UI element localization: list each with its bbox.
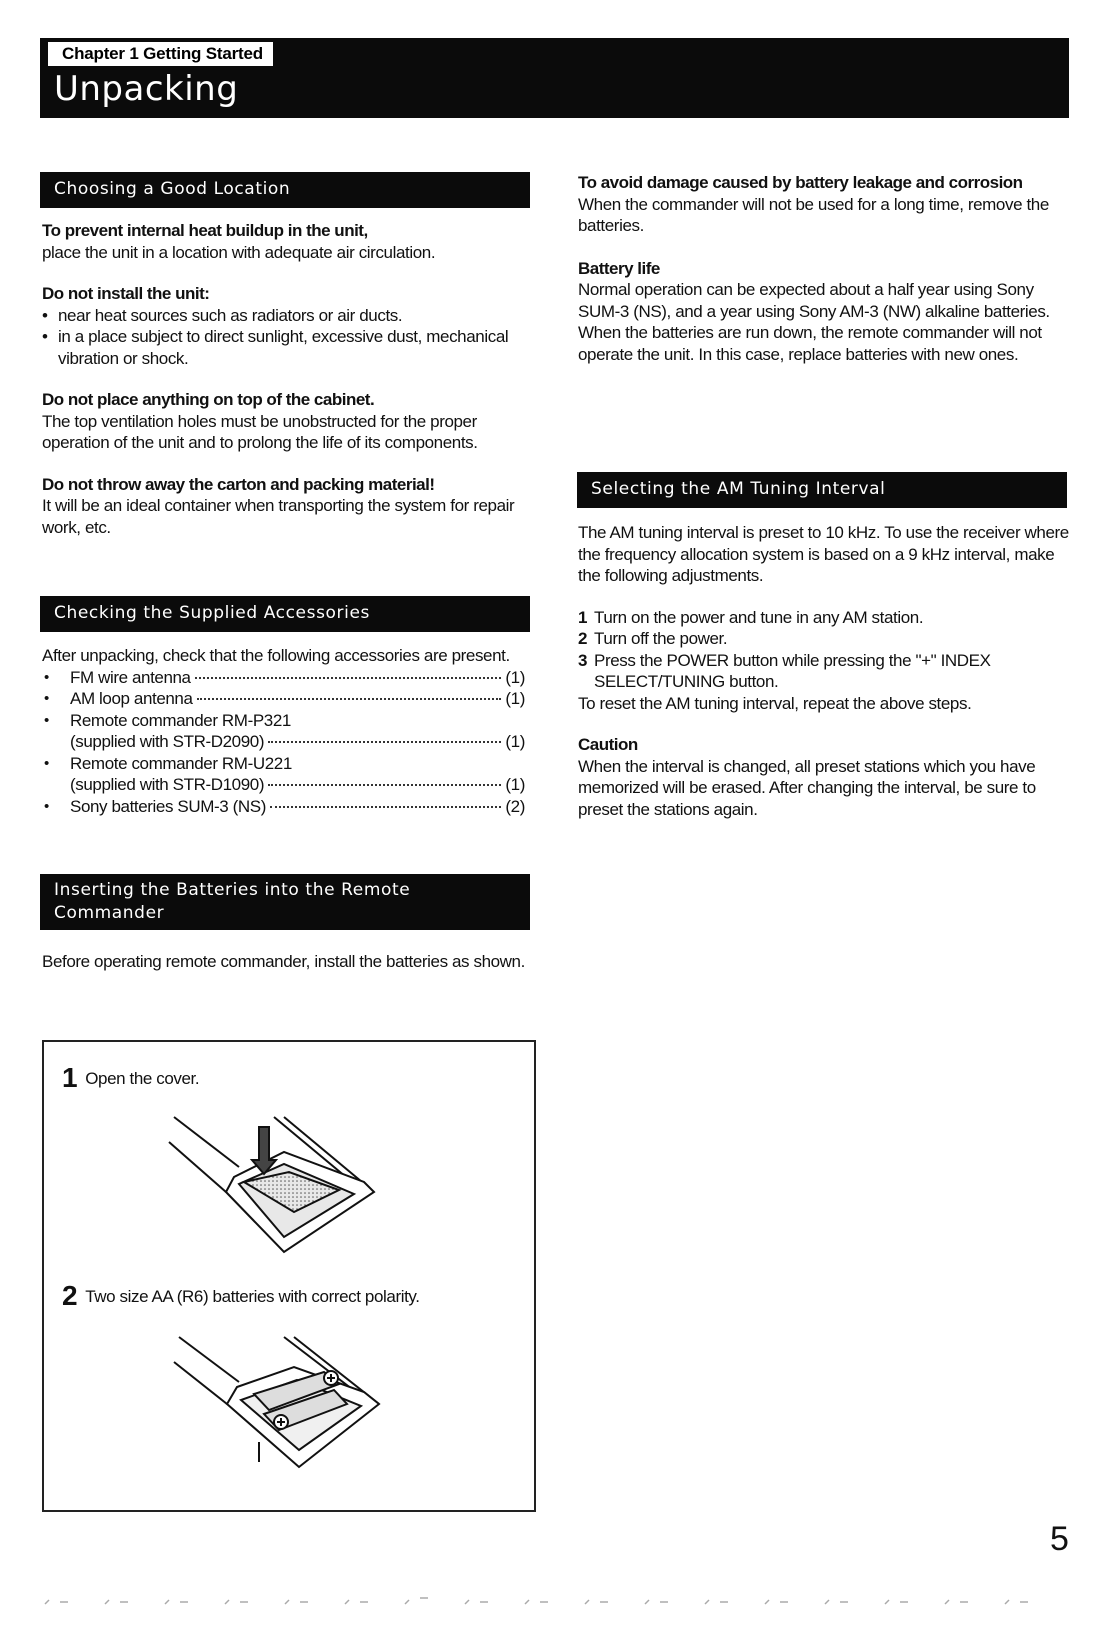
list-item <box>42 710 537 753</box>
accessory-name: • Remote commander RM-P321 <box>70 710 291 730</box>
carton-heading: Do not throw away the carton and packing material! <box>42 474 435 494</box>
accessory-note: (supplied with STR-D1090) <box>70 775 265 794</box>
caution-heading: Caution <box>578 735 638 754</box>
step-text: Two size AA (R6) batteries with correct polarity. <box>85 1287 420 1306</box>
heading-line: Inserting the Batteries into the Remote <box>54 880 411 900</box>
caution-text: When the interval is changed, all preset stations which you have memorized will be erased. After changing the interval, be sure to preset the stations again. <box>578 756 1036 819</box>
figure-step-2 <box>62 1280 420 1312</box>
page-number: 5 <box>1050 1520 1069 1558</box>
accessories-content <box>42 645 537 817</box>
step-text: Turn off the power. <box>594 629 728 648</box>
list-item <box>578 607 1073 629</box>
list-item <box>578 628 1073 650</box>
battery-life-text-2: When the batteries are run down, the remote commander will not operate the unit. In this case, replace batteries with new ones. <box>578 323 1042 364</box>
list-item <box>42 796 537 818</box>
tuning-steps <box>578 607 1073 693</box>
tuning-content <box>578 522 1073 820</box>
remote-batteries-illustration <box>169 1332 389 1482</box>
list-item <box>42 688 537 710</box>
chapter-header <box>40 38 1069 118</box>
scan-artifacts <box>40 1592 1070 1612</box>
accessory-note: (supplied with STR-D2090) <box>70 732 265 751</box>
step-number: 1 <box>578 607 588 627</box>
location-content <box>42 220 537 538</box>
leakage-heading: To avoid damage caused by battery leakage and corrosion <box>578 173 1023 192</box>
heat-buildup-heading: To prevent internal heat buildup in the unit, <box>42 221 368 240</box>
batteries-content <box>42 951 537 973</box>
accessory-qty: (1) <box>505 689 525 708</box>
batteries-intro: Before operating remote commander, install the batteries as shown. <box>42 952 525 971</box>
heat-buildup-text: place the unit in a location with adequate air circulation. <box>42 242 436 262</box>
section-heading-batteries <box>40 874 530 930</box>
battery-life-heading: Battery life <box>578 258 660 278</box>
step-number: 3 <box>578 650 588 670</box>
accessory-name: • FM wire antenna <box>70 667 191 687</box>
cabinet-text: The top ventilation holes must be unobstructed for the proper operation of the unit and to prolong the life of its components. <box>42 411 478 452</box>
remote-open-cover-illustration <box>164 1112 384 1262</box>
figure-step-1 <box>62 1062 199 1094</box>
carton-text: It will be an ideal container when transporting the system for repair work, etc. <box>42 496 515 537</box>
battery-figure-box <box>42 1040 536 1512</box>
tuning-intro: The AM tuning interval is preset to 10 kHz. To use the receiver where the frequency allocation system is based on a 9 kHz interval, make the following adjustments. <box>578 523 1069 585</box>
battery-life-text: Normal operation can be expected about a half year using Sony SUM-3 (NS), and a year using Sony AM-3 (NW) alkaline batteries. <box>578 280 1050 321</box>
accessories-intro: After unpacking, check that the following accessories are present. <box>42 646 510 665</box>
battery-care-content <box>578 172 1073 365</box>
accessory-name: • Remote commander RM-U221 <box>70 753 292 773</box>
section-heading-location: Choosing a Good Location <box>40 172 530 208</box>
step-text: Open the cover. <box>85 1069 200 1088</box>
accessory-qty: (1) <box>505 775 525 794</box>
cabinet-heading: Do not place anything on top of the cabinet. <box>42 390 375 409</box>
list-item: • near heat sources such as radiators or air ducts. <box>42 305 537 327</box>
page-title: Unpacking <box>54 69 239 109</box>
do-not-install-heading: Do not install the unit: <box>42 284 210 303</box>
section-heading-accessories: Checking the Supplied Accessories <box>40 596 530 632</box>
accessory-qty: (2) <box>505 796 525 816</box>
accessory-qty: (1) <box>505 732 525 751</box>
tuning-reset-text: To reset the AM tuning interval, repeat the above steps. <box>578 693 972 713</box>
chapter-label: Chapter 1 Getting Started <box>48 42 273 66</box>
step-number: 1 <box>62 1062 78 1093</box>
install-warnings-list <box>42 305 537 370</box>
heading-line: Commander <box>54 903 165 923</box>
accessories-list <box>42 667 537 818</box>
step-number: 2 <box>578 629 588 648</box>
step-text: Press the POWER button while pressing the "+" INDEX SELECT/TUNING button. <box>594 650 991 691</box>
accessory-name: • Sony batteries SUM-3 (NS) <box>70 796 266 816</box>
accessory-qty: (1) <box>505 667 525 687</box>
leakage-text: When the commander will not be used for a long time, remove the batteries. <box>578 194 1049 235</box>
section-heading-tuning: Selecting the AM Tuning Interval <box>577 472 1067 508</box>
list-item <box>42 667 537 689</box>
step-number: 2 <box>62 1280 78 1311</box>
step-text: Turn on the power and tune in any AM station. <box>594 607 924 627</box>
accessory-name: • AM loop antenna <box>70 689 193 708</box>
list-item <box>42 753 537 796</box>
list-item <box>578 650 1073 693</box>
list-item: • in a place subject to direct sunlight, excessive dust, mechanical vibration or shock. <box>42 326 537 369</box>
